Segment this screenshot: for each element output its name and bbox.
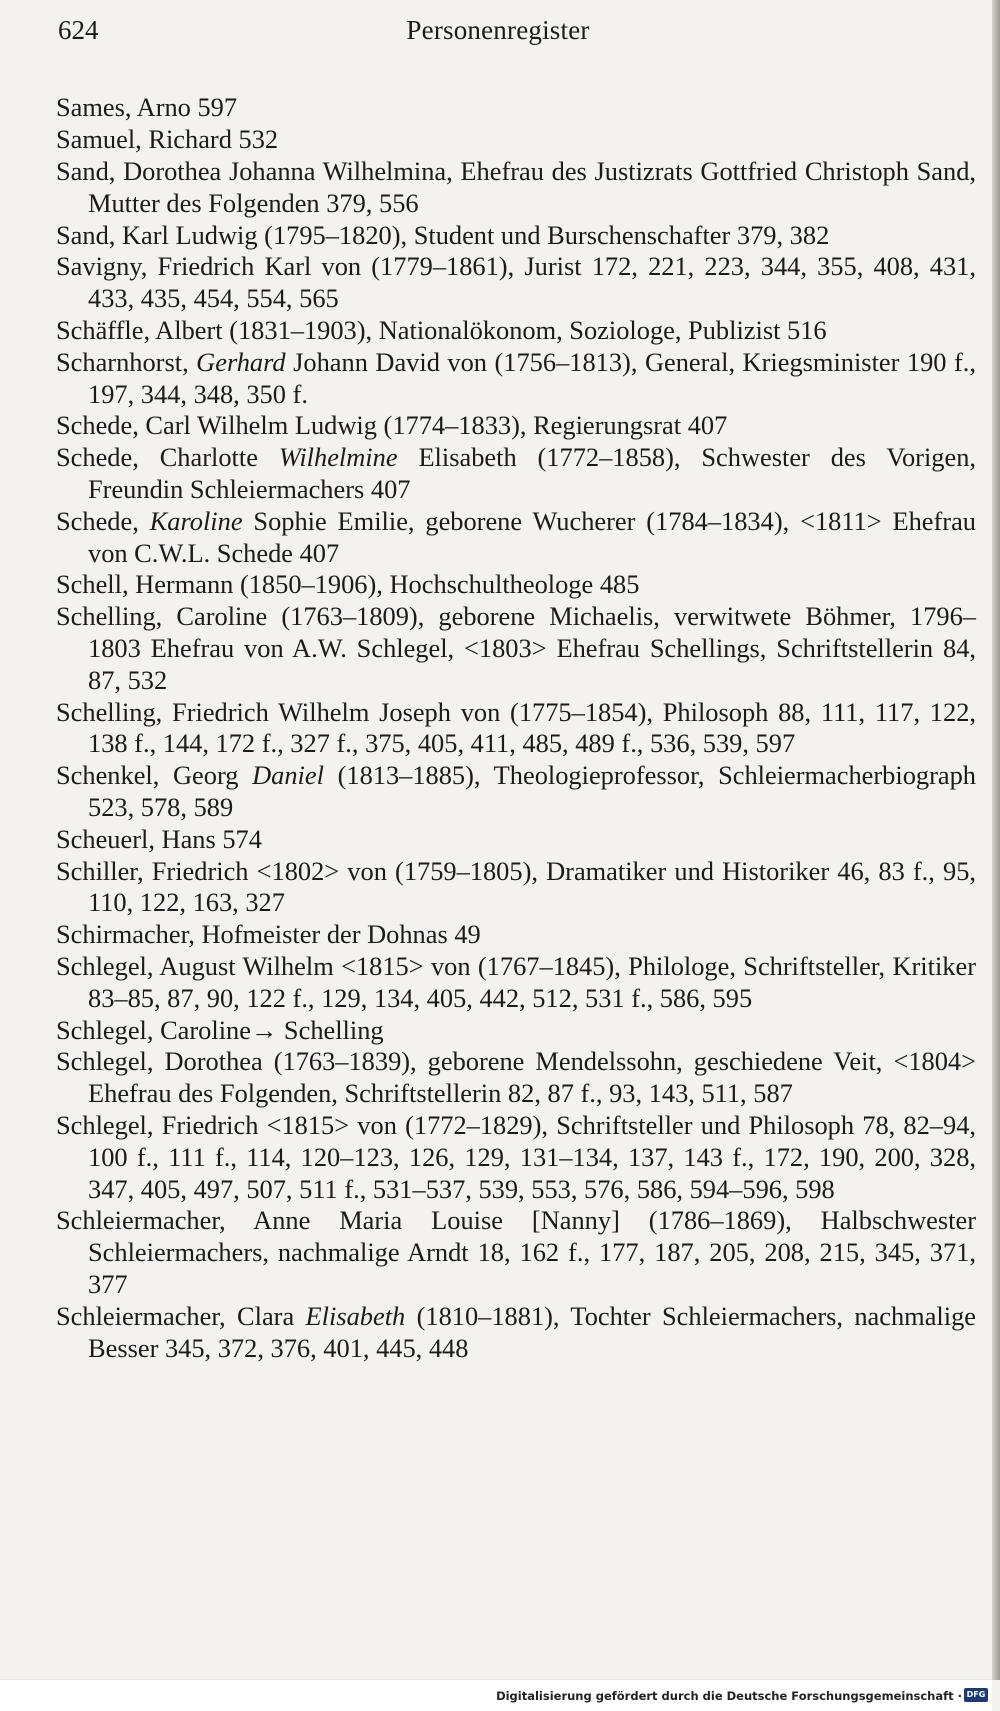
italic-given-name: Karoline <box>149 505 243 536</box>
italic-given-name: Gerhard <box>196 346 286 377</box>
running-title: Personenregister <box>406 15 590 45</box>
italic-given-name: Wilhelmine <box>278 442 398 473</box>
index-entry: Schell, Hermann (1850–1906), Hochschultheologe 485 <box>56 569 640 600</box>
index-entry: Schenkel, Georg Daniel (1813–1885), Theologieprofessor, Schleiermacherbiograph 523, 578, 589 <box>56 760 976 823</box>
index-entry: Schede, Karoline Sophie Emilie, geborene Wucherer (1784–1834), <1811> Ehefrau von C.W.L. Schede 407 <box>56 505 977 568</box>
person-index <box>56 92 976 1364</box>
italic-given-name: Daniel <box>252 760 324 791</box>
page-number: 624 <box>58 15 99 45</box>
index-entry: Schede, Charlotte Wilhelmine Elisabeth (1772–1858), Schwester des Vorigen, Freundin Schleiermachers 407 <box>56 442 976 505</box>
index-entry: Schelling, Friedrich Wilhelm Joseph von (1775–1854), Philosoph 88, 111, 117, 122, 138 f., 144, 172 f., 327 f., 375, 405, 411, 485, 489 f., 536, 539, 597 <box>56 696 976 759</box>
index-entry: Schelling, Caroline (1763–1809), geborene Michaelis, verwitwete Böhmer, 1796–1803 Ehefrau von A.W. Schlegel, <1803> Ehefrau Schellings, Schriftstellerin 84, 87, 532 <box>56 601 976 695</box>
running-header <box>58 10 938 50</box>
index-entry: Schede, Carl Wilhelm Ludwig (1774–1833), Regierungsrat 407 <box>56 410 728 441</box>
index-entry: Sand, Karl Ludwig (1795–1820), Student und Burschenschafter 379, 382 <box>56 219 830 250</box>
index-entry: Schiller, Friedrich <1802> von (1759–1805), Dramatiker und Historiker 46, 83 f., 95, 110, 122, 163, 327 <box>56 855 976 918</box>
index-entry: Schäffle, Albert (1831–1903), Nationalökonom, Soziologe, Publizist 516 <box>56 315 827 346</box>
index-entry: Sames, Arno 597 <box>56 92 238 122</box>
index-entry: Schlegel, August Wilhelm <1815> von (1767–1845), Philologe, Schriftsteller, Kritiker 83–85, 87, 90, 122 f., 129, 134, 405, 442, 512, 531 f., 586, 595 <box>56 951 976 1013</box>
index-entry: Sand, Dorothea Johanna Wilhelmina, Ehefrau des Justizrats Gottfried Christoph Sand, Mutter des Folgenden 379, 556 <box>56 156 976 218</box>
digitization-footer <box>0 1679 992 1711</box>
index-entry: Scheuerl, Hans 574 <box>56 823 262 854</box>
funding-note: Digitalisierung gefördert durch die Deutsche Forschungsgemeinschaft · <box>496 1689 962 1703</box>
dfg-logo-icon: DFG <box>964 1688 988 1702</box>
index-entry: Schleiermacher, Anne Maria Louise [Nanny] (1786–1869), Halbschwester Schleiermachers, nachmalige Arndt 18, 162 f., 177, 187, 205, 208, 215, 345, 371, 377 <box>56 1205 976 1299</box>
index-entry: Schirmacher, Hofmeister der Dohnas 49 <box>56 919 481 950</box>
page-edge-shadow <box>992 0 1000 1680</box>
index-entry: Schlegel, Friedrich <1815> von (1772–1829), Schriftsteller und Philosoph 78, 82–94, 100 f., 111 f., 114, 120–123, 126, 129, 131–134, 137, 143 f., 172, 190, 200, 328, 347, 405, 497, 507, 511 f., 531–537, 539, 553, 576, 586, 594–596, 598 <box>56 1110 976 1204</box>
index-entry: Samuel, Richard 532 <box>56 124 279 155</box>
index-entry: Schlegel, Dorothea (1763–1839), geborene Mendelssohn, geschiedene Veit, <1804> Ehefrau des Folgenden, Schriftstellerin 82, 87 f., 93, 143, 511, 587 <box>56 1046 976 1109</box>
index-entry: Savigny, Friedrich Karl von (1779–1861), Jurist 172, 221, 223, 344, 355, 408, 431, 433, 435, 454, 554, 565 <box>56 251 976 314</box>
index-entry: Schleiermacher, Clara Elisabeth (1810–1881), Tochter Schleiermachers, nachmalige Besser 345, 372, 376, 401, 445, 448 <box>56 1300 976 1363</box>
index-entry: Schlegel, Caroline→ Schelling <box>56 1014 384 1045</box>
italic-given-name: Elisabeth <box>305 1300 406 1331</box>
index-entry: Scharnhorst, Gerhard Johann David von (1756–1813), General, Kriegsminister 190 f., 197, 344, 348, 350 f. <box>56 346 976 409</box>
